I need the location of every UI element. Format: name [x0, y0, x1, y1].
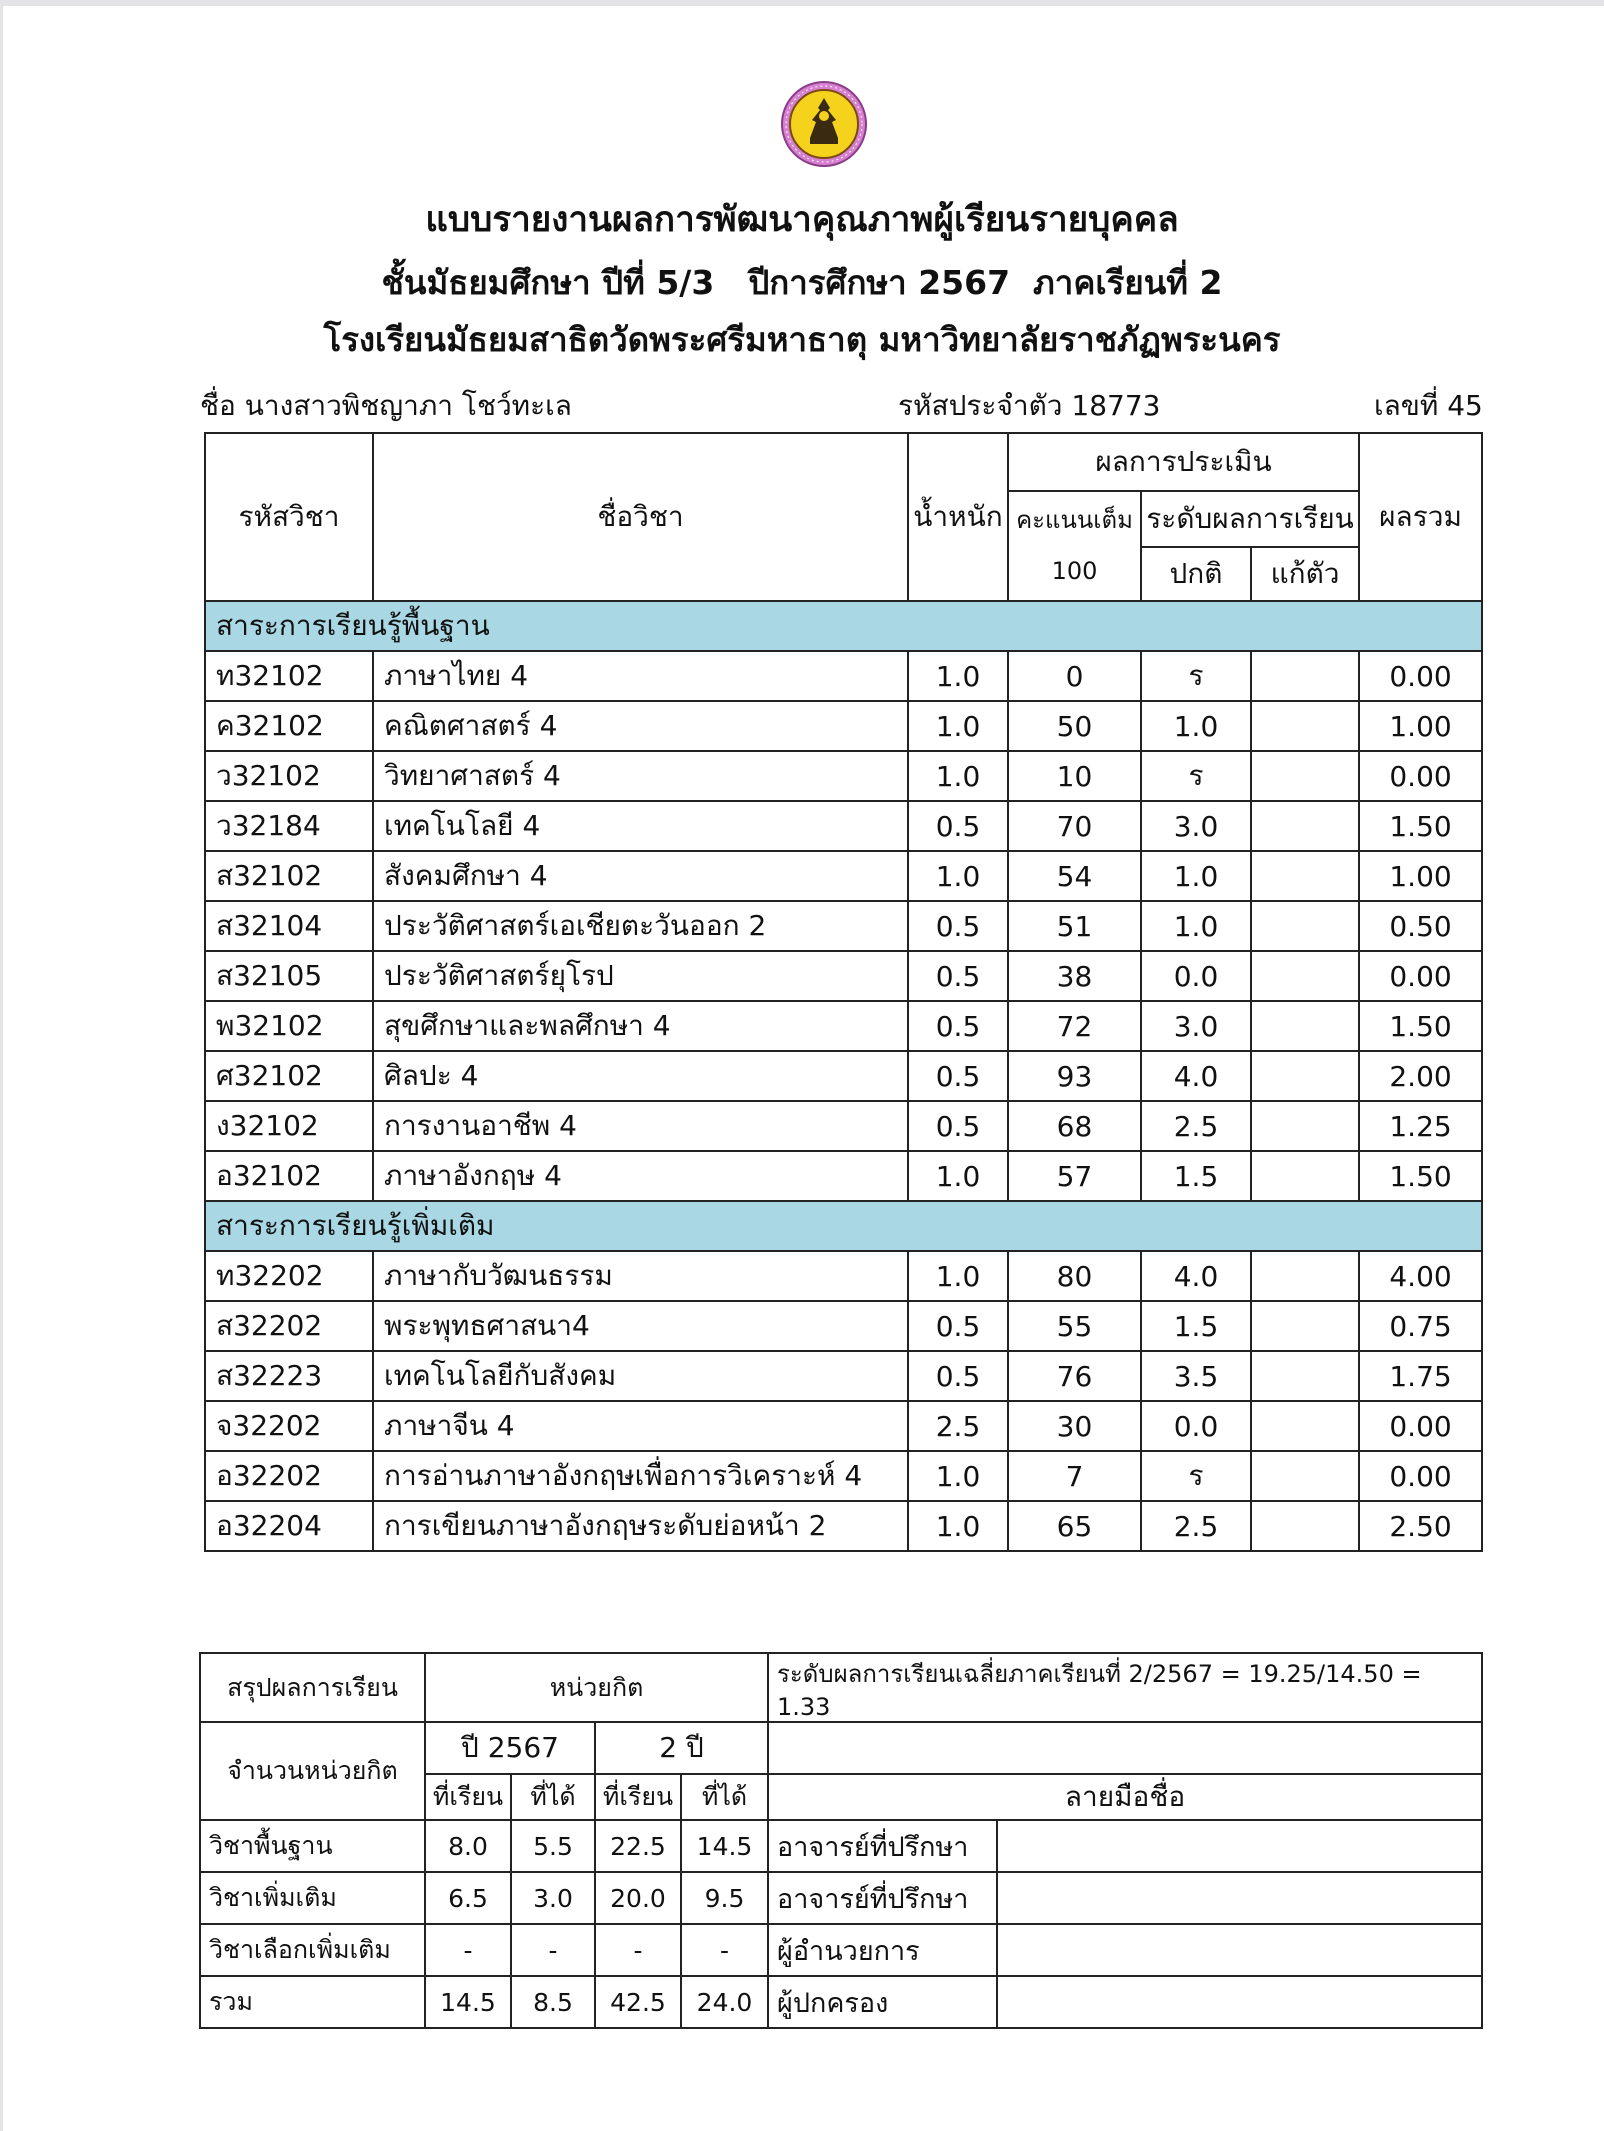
subject-name: ภาษาจีน 4: [373, 1401, 908, 1451]
subject-code: ว32184: [205, 801, 373, 851]
subject-name: ประวัติศาสตร์เอเชียตะวันออก 2: [373, 901, 908, 951]
subject-total: 1.00: [1359, 701, 1482, 751]
subject-score: 55: [1008, 1301, 1141, 1351]
header-full-score: [1008, 491, 1141, 601]
subject-score: 76: [1008, 1351, 1141, 1401]
subject-name: การเขียนภาษาอังกฤษระดับย่อหน้า 2: [373, 1501, 908, 1551]
signature-field: [997, 1924, 1482, 1976]
subject-weight: 0.5: [908, 1301, 1008, 1351]
subject-total: 0.00: [1359, 651, 1482, 701]
subject-grade: 4.0: [1141, 1051, 1251, 1101]
subject-score: 65: [1008, 1501, 1141, 1551]
subject-code: จ32202: [205, 1401, 373, 1451]
subject-remedial: [1251, 1501, 1359, 1551]
summary-row: [200, 1820, 1482, 1872]
subject-total: 1.25: [1359, 1101, 1482, 1151]
subject-weight: 0.5: [908, 951, 1008, 1001]
subject-score: 68: [1008, 1101, 1141, 1151]
subject-code: ง32102: [205, 1101, 373, 1151]
subject-weight: 0.5: [908, 801, 1008, 851]
subject-total: 2.00: [1359, 1051, 1482, 1101]
subject-weight: 0.5: [908, 901, 1008, 951]
summary-count-label: จำนวนหน่วยกิต: [200, 1722, 425, 1820]
subject-score: 50: [1008, 701, 1141, 751]
subject-score: 54: [1008, 851, 1141, 901]
subject-remedial: [1251, 1251, 1359, 1301]
subject-name: เทคโนโลยีกับสังคม: [373, 1351, 908, 1401]
report-subtitle: [0, 256, 1604, 309]
subject-weight: 1.0: [908, 1451, 1008, 1501]
summary-two-year-earned-value: -: [681, 1924, 768, 1976]
summary-year-label: ปี 2567: [425, 1722, 595, 1774]
table-row: [205, 851, 1482, 901]
school-seal-icon: [780, 80, 868, 168]
table-row: [205, 1001, 1482, 1051]
subject-code: ส32223: [205, 1351, 373, 1401]
subject-grade: 1.0: [1141, 901, 1251, 951]
subject-code: ศ32102: [205, 1051, 373, 1101]
table-row: [205, 1451, 1482, 1501]
subject-score: 51: [1008, 901, 1141, 951]
subject-grade: 4.0: [1141, 1251, 1251, 1301]
subject-name: ภาษาไทย 4: [373, 651, 908, 701]
subject-name: การอ่านภาษาอังกฤษเพื่อการวิเคราะห์ 4: [373, 1451, 908, 1501]
subject-name: ประวัติศาสตร์ยุโรป: [373, 951, 908, 1001]
subject-remedial: [1251, 751, 1359, 801]
subject-code: อ32202: [205, 1451, 373, 1501]
subject-grade: 3.0: [1141, 801, 1251, 851]
subject-name: พระพุทธศาสนา4: [373, 1301, 908, 1351]
subject-score: 0: [1008, 651, 1141, 701]
header-grade-level: ระดับผลการเรียน: [1141, 491, 1359, 547]
summary-year-earned: ที่ได้: [511, 1774, 595, 1820]
summary-year-earned-value: 5.5: [511, 1820, 595, 1872]
summary-two-year-label: 2 ปี: [595, 1722, 768, 1774]
header-weight: น้ำหนัก: [908, 433, 1008, 601]
summary-row-label: วิชาพื้นฐาน: [200, 1820, 425, 1872]
section-title: สาระการเรียนรู้พื้นฐาน: [205, 601, 1482, 651]
subject-total: 4.00: [1359, 1251, 1482, 1301]
subject-weight: 1.0: [908, 1151, 1008, 1201]
table-row: [205, 701, 1482, 751]
summary-signer-label: ผู้ปกครอง: [768, 1976, 997, 2028]
summary-blank: [768, 1722, 1482, 1774]
subject-weight: 1.0: [908, 751, 1008, 801]
table-row: [205, 651, 1482, 701]
header-code: รหัสวิชา: [205, 433, 373, 601]
section-row: [205, 1201, 1482, 1251]
subject-code: ว32102: [205, 751, 373, 801]
subject-name: ศิลปะ 4: [373, 1051, 908, 1101]
subject-grade: 1.5: [1141, 1301, 1251, 1351]
subject-total: 1.00: [1359, 851, 1482, 901]
subject-weight: 1.0: [908, 851, 1008, 901]
subject-grade: 0.0: [1141, 951, 1251, 1001]
signature-field: [997, 1820, 1482, 1872]
header-subject: ชื่อวิชา: [373, 433, 908, 601]
section-row: [205, 601, 1482, 651]
signature-field: [997, 1872, 1482, 1924]
subject-grade: 3.0: [1141, 1001, 1251, 1051]
subject-grade: 1.0: [1141, 851, 1251, 901]
subject-weight: 2.5: [908, 1401, 1008, 1451]
summary-row-label: วิชาเพิ่มเติม: [200, 1872, 425, 1924]
header-total: ผลรวม: [1359, 433, 1482, 601]
subject-name: ภาษากับวัฒนธรรม: [373, 1251, 908, 1301]
summary-two-year-studied-value: 42.5: [595, 1976, 681, 2028]
subject-score: 80: [1008, 1251, 1141, 1301]
subject-grade: 2.5: [1141, 1501, 1251, 1551]
summary-signer-label: ผู้อำนวยการ: [768, 1924, 997, 1976]
table-row: [205, 1401, 1482, 1451]
academic-year: ปีการศึกษา 2567: [748, 263, 1011, 302]
subject-grade: ร: [1141, 651, 1251, 701]
subject-weight: 1.0: [908, 701, 1008, 751]
subject-code: ส32105: [205, 951, 373, 1001]
subject-total: 0.00: [1359, 1451, 1482, 1501]
subject-weight: 1.0: [908, 1251, 1008, 1301]
subject-code: พ32102: [205, 1001, 373, 1051]
subject-code: ส32104: [205, 901, 373, 951]
summary-year-earned-value: 3.0: [511, 1872, 595, 1924]
subject-total: 0.00: [1359, 951, 1482, 1001]
table-row: [205, 1051, 1482, 1101]
summary-two-year-studied: ที่เรียน: [595, 1774, 681, 1820]
class-level: ชั้นมัธยมศึกษา ปีที่ 5/3: [381, 263, 715, 302]
subject-name: ภาษาอังกฤษ 4: [373, 1151, 908, 1201]
summary-signer-label: อาจารย์ที่ปรึกษา: [768, 1820, 997, 1872]
summary-gpa: ระดับผลการเรียนเฉลี่ยภาคเรียนที่ 2/2567 = 19.25/14.50 = 1.33: [768, 1653, 1482, 1722]
subject-total: 0.00: [1359, 1401, 1482, 1451]
subject-total: 0.50: [1359, 901, 1482, 951]
subject-remedial: [1251, 801, 1359, 851]
table-row: [205, 1501, 1482, 1551]
table-row: [205, 801, 1482, 851]
subject-weight: 0.5: [908, 1001, 1008, 1051]
subject-name: คณิตศาสตร์ 4: [373, 701, 908, 751]
subject-score: 57: [1008, 1151, 1141, 1201]
subject-total: 1.75: [1359, 1351, 1482, 1401]
subject-name: เทคโนโลยี 4: [373, 801, 908, 851]
subject-score: 7: [1008, 1451, 1141, 1501]
subject-grade: 1.0: [1141, 701, 1251, 751]
school-name: โรงเรียนมัธยมสาธิตวัดพระศรีมหาธาตุ มหาวิทยาลัยราชภัฏพระนคร: [323, 320, 1281, 359]
report-title: แบบรายงานผลการพัฒนาคุณภาพผู้เรียนรายบุคคล: [425, 200, 1179, 240]
subject-code: ท32202: [205, 1251, 373, 1301]
summary-two-year-studied-value: 22.5: [595, 1820, 681, 1872]
subject-remedial: [1251, 851, 1359, 901]
subject-name: สังคมศึกษา 4: [373, 851, 908, 901]
table-row: [205, 1251, 1482, 1301]
subject-remedial: [1251, 1051, 1359, 1101]
summary-year-studied-value: 6.5: [425, 1872, 511, 1924]
header-evaluation: ผลการประเมิน: [1008, 433, 1359, 491]
subject-grade: 1.5: [1141, 1151, 1251, 1201]
table-row: [205, 951, 1482, 1001]
header-normal: ปกติ: [1141, 547, 1251, 601]
subject-weight: 0.5: [908, 1351, 1008, 1401]
subject-total: 1.50: [1359, 801, 1482, 851]
subject-remedial: [1251, 1401, 1359, 1451]
subject-remedial: [1251, 651, 1359, 701]
subject-score: 72: [1008, 1001, 1141, 1051]
signature-field: [997, 1976, 1482, 2028]
summary-signature-label: ลายมือชื่อ: [768, 1774, 1482, 1820]
subject-total: 2.50: [1359, 1501, 1482, 1551]
student-id: รหัสประจำตัว 18773: [898, 389, 1161, 422]
subject-remedial: [1251, 1351, 1359, 1401]
subject-remedial: [1251, 701, 1359, 751]
subject-weight: 0.5: [908, 1101, 1008, 1151]
summary-row: [200, 1872, 1482, 1924]
summary-row-label: รวม: [200, 1976, 425, 2028]
subject-score: 70: [1008, 801, 1141, 851]
summary-credits-label: หน่วยกิต: [425, 1653, 768, 1722]
table-row: [205, 1101, 1482, 1151]
subject-remedial: [1251, 951, 1359, 1001]
subject-weight: 1.0: [908, 651, 1008, 701]
subject-weight: 1.0: [908, 1501, 1008, 1551]
summary-row: [200, 1976, 1482, 2028]
subject-grade: 0.0: [1141, 1401, 1251, 1451]
subject-grade: ร: [1141, 1451, 1251, 1501]
summary-two-year-earned-value: 24.0: [681, 1976, 768, 2028]
subject-remedial: [1251, 1301, 1359, 1351]
summary-two-year-earned: ที่ได้: [681, 1774, 768, 1820]
subject-score: 30: [1008, 1401, 1141, 1451]
summary-two-year-earned-value: 14.5: [681, 1820, 768, 1872]
semester: ภาคเรียนที่ 2: [1033, 263, 1223, 302]
subject-remedial: [1251, 1451, 1359, 1501]
table-row: [205, 1151, 1482, 1201]
subject-grade: 2.5: [1141, 1101, 1251, 1151]
summary-year-studied-value: -: [425, 1924, 511, 1976]
summary-row-label: วิชาเลือกเพิ่มเติม: [200, 1924, 425, 1976]
table-row: [205, 901, 1482, 951]
subject-code: ส32102: [205, 851, 373, 901]
subject-name: วิทยาศาสตร์ 4: [373, 751, 908, 801]
subject-score: 10: [1008, 751, 1141, 801]
subject-total: 0.00: [1359, 751, 1482, 801]
summary-two-year-studied-value: -: [595, 1924, 681, 1976]
subject-code: อ32204: [205, 1501, 373, 1551]
subject-weight: 0.5: [908, 1051, 1008, 1101]
summary-year-earned-value: -: [511, 1924, 595, 1976]
summary-table: [199, 1652, 1483, 2029]
table-row: [205, 1301, 1482, 1351]
header-remedial: แก้ตัว: [1251, 547, 1359, 601]
subject-name: สุขศึกษาและพลศึกษา 4: [373, 1001, 908, 1051]
subject-grade: 3.5: [1141, 1351, 1251, 1401]
subject-name: การงานอาชีพ 4: [373, 1101, 908, 1151]
subject-score: 93: [1008, 1051, 1141, 1101]
full-score-label: คะแนนเต็ม: [1016, 506, 1133, 534]
full-score-value: 100: [1051, 557, 1098, 585]
summary-year-studied-value: 14.5: [425, 1976, 511, 2028]
student-name: ชื่อ นางสาวพิชญาภา โชว์ทะเล: [200, 389, 572, 422]
section-title: สาระการเรียนรู้เพิ่มเติม: [205, 1201, 1482, 1251]
summary-year-earned-value: 8.5: [511, 1976, 595, 2028]
subject-total: 1.50: [1359, 1001, 1482, 1051]
summary-title: สรุปผลการเรียน: [200, 1653, 425, 1722]
subject-remedial: [1251, 901, 1359, 951]
subject-code: ค32102: [205, 701, 373, 751]
subject-score: 38: [1008, 951, 1141, 1001]
subject-code: ส32202: [205, 1301, 373, 1351]
subject-remedial: [1251, 1001, 1359, 1051]
subject-grade: ร: [1141, 751, 1251, 801]
subject-remedial: [1251, 1101, 1359, 1151]
summary-year-studied: ที่เรียน: [425, 1774, 511, 1820]
summary-row: [200, 1924, 1482, 1976]
subject-code: อ32102: [205, 1151, 373, 1201]
table-row: [205, 1351, 1482, 1401]
summary-signer-label: อาจารย์ที่ปรึกษา: [768, 1872, 997, 1924]
subject-remedial: [1251, 1151, 1359, 1201]
grades-table: [204, 432, 1483, 1552]
summary-two-year-studied-value: 20.0: [595, 1872, 681, 1924]
subject-code: ท32102: [205, 651, 373, 701]
summary-year-studied-value: 8.0: [425, 1820, 511, 1872]
summary-two-year-earned-value: 9.5: [681, 1872, 768, 1924]
student-number: เลขที่ 45: [1374, 389, 1483, 422]
subject-total: 1.50: [1359, 1151, 1482, 1201]
subject-total: 0.75: [1359, 1301, 1482, 1351]
table-row: [205, 751, 1482, 801]
